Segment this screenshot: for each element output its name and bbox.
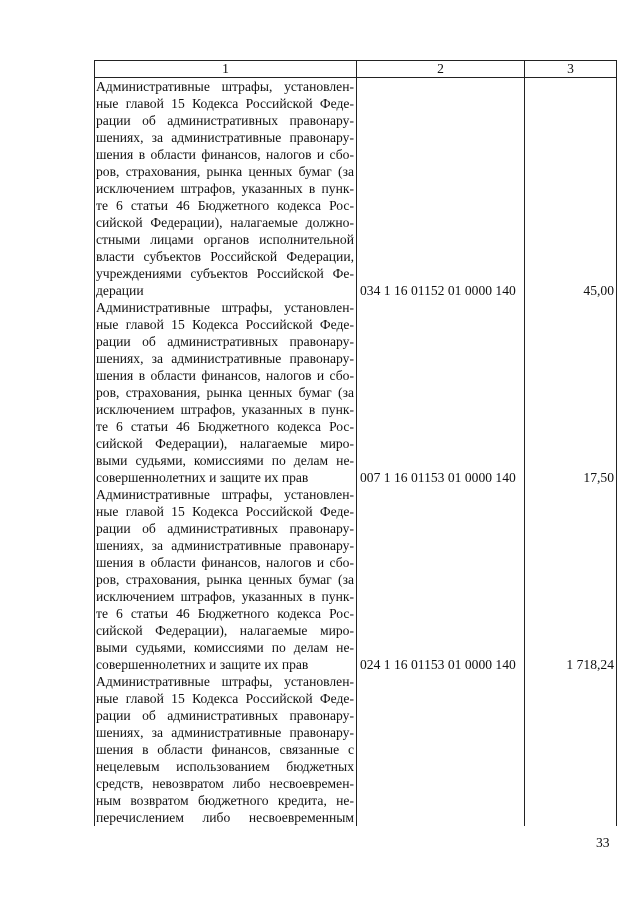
row-budget-code: 007 1 16 01153 01 0000 140	[357, 299, 525, 486]
table-row	[95, 673, 617, 826]
table-header-row	[95, 61, 617, 78]
description-line: шениях, за административные правонару-	[96, 130, 354, 145]
description-line: исключением штрафов, указанных в пунк-	[96, 402, 354, 417]
description-line: Административные штрафы, установлен-	[96, 79, 354, 94]
description-line: шения в области финансов, налогов и сбо-	[96, 555, 354, 570]
description-line: стными лицами органов исполнительной	[96, 232, 354, 247]
row-budget-code: 024 1 16 01153 01 0000 140	[357, 486, 525, 673]
description-line: власти субъектов Российской Федерации,	[96, 249, 354, 264]
description-line: шения в области финансов, налогов и сбо-	[96, 368, 354, 383]
description-line: ров, страхования, рынка ценных бумаг (за	[96, 385, 354, 400]
description-line: шения в области финансов, связанные с	[96, 742, 354, 757]
description-line: исключением штрафов, указанных в пунк-	[96, 589, 354, 604]
description-line: исключением штрафов, указанных в пунк-	[96, 181, 354, 196]
row-description	[95, 78, 357, 300]
row-amount: 1 718,24	[525, 486, 617, 673]
row-budget-code	[357, 673, 525, 826]
description-line: рации об административных правонару-	[96, 113, 354, 128]
description-line: перечислением либо несвоевременным	[96, 810, 354, 825]
description-line: ные главой 15 Кодекса Российской Феде-	[96, 691, 354, 706]
description-line: ные главой 15 Кодекса Российской Феде-	[96, 504, 354, 519]
description-line: рации об административных правонару-	[96, 521, 354, 536]
description-line: те 6 статьи 46 Бюджетного кодекса Рос-	[96, 198, 354, 213]
column-header-3: 3	[525, 61, 617, 78]
row-amount: 17,50	[525, 299, 617, 486]
description-line: сийской Федерации), налагаемые должно-	[96, 215, 354, 230]
row-budget-code: 034 1 16 01152 01 0000 140	[357, 78, 525, 300]
description-line: ным возвратом бюджетного кредита, не-	[96, 793, 354, 808]
description-line: средств, невозвратом либо несвоевремен-	[96, 776, 354, 791]
row-description	[95, 673, 357, 826]
description-line: рации об административных правонару-	[96, 708, 354, 723]
description-line: ные главой 15 Кодекса Российской Феде-	[96, 317, 354, 332]
row-amount	[525, 673, 617, 826]
description-line: шениях, за административные правонару-	[96, 725, 354, 740]
page-number: 33	[596, 835, 610, 850]
description-line: те 6 статьи 46 Бюджетного кодекса Рос-	[96, 419, 354, 434]
description-line: шениях, за административные правонару-	[96, 538, 354, 553]
table-row	[95, 78, 617, 300]
budget-table	[94, 60, 617, 826]
description-line: совершеннолетних и защите их прав	[96, 657, 309, 672]
description-line: те 6 статьи 46 Бюджетного кодекса Рос-	[96, 606, 354, 621]
description-line: Административные штрафы, установлен-	[96, 674, 354, 689]
description-line: ров, страхования, рынка ценных бумаг (за	[96, 572, 354, 587]
row-amount: 45,00	[525, 78, 617, 300]
column-header-1: 1	[95, 61, 357, 78]
row-description	[95, 486, 357, 673]
description-line: ные главой 15 Кодекса Российской Феде-	[96, 96, 354, 111]
description-line: сийской Федерации), налагаемые миро-	[96, 436, 354, 451]
description-line: совершеннолетних и защите их прав	[96, 470, 309, 485]
description-line: шениях, за административные правонару-	[96, 351, 354, 366]
description-line: рации об административных правонару-	[96, 334, 354, 349]
table-row	[95, 299, 617, 486]
description-line: нецелевым использованием бюджетных	[96, 759, 354, 774]
description-line: учреждениями субъектов Российской Фе-	[96, 266, 354, 281]
description-line: ров, страхования, рынка ценных бумаг (за	[96, 164, 354, 179]
column-header-2: 2	[357, 61, 525, 78]
table-row	[95, 486, 617, 673]
description-line: сийской Федерации), налагаемые миро-	[96, 623, 354, 638]
description-line: дерации	[96, 283, 144, 298]
row-description	[95, 299, 357, 486]
description-line: выми судьями, комиссиями по делам не-	[96, 453, 354, 468]
description-line: шения в области финансов, налогов и сбо-	[96, 147, 354, 162]
description-line: Административные штрафы, установлен-	[96, 487, 354, 502]
description-line: Административные штрафы, установлен-	[96, 300, 354, 315]
description-line: выми судьями, комиссиями по делам не-	[96, 640, 354, 655]
